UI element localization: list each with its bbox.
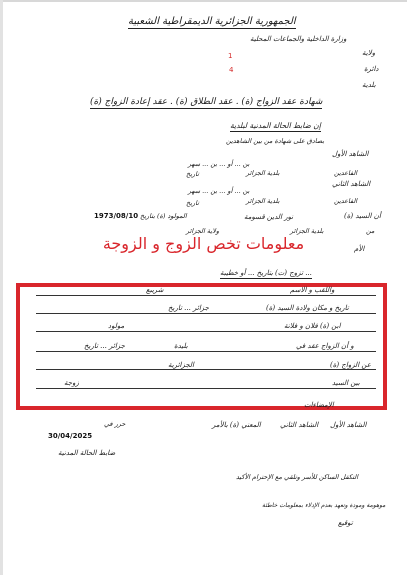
married-line: تزوج (ت) بتاريخ ... أو خطيبة ... bbox=[220, 269, 312, 277]
witness2-place: بلدية الجزائر bbox=[246, 197, 280, 205]
signature-witness2: الشاهد الثاني bbox=[280, 421, 319, 429]
spouse-birth-date: 1973/08/10 bbox=[94, 212, 139, 220]
witness1-label: الشاهد الأول bbox=[332, 150, 369, 158]
signatures-label: الإمضاءات bbox=[304, 401, 334, 409]
witness2-occupation: الفاعدين bbox=[334, 197, 358, 205]
signature-witness1: الشاهد الأول bbox=[330, 421, 367, 429]
witness1-birth: تاريخ bbox=[186, 170, 199, 178]
frame-top-edge bbox=[0, 0, 407, 2]
box-line-4 bbox=[36, 351, 376, 352]
ministry-label: وزارة الداخلية والجماعات المحلية bbox=[250, 35, 347, 43]
wilaya-label: ولاية bbox=[362, 49, 376, 57]
box-row-4-value: بليدة bbox=[174, 342, 188, 350]
footer-line2: موهومة ومودة وتعهد بعدم الإدلاء بمعلومات خاطئة bbox=[262, 502, 386, 509]
republic-heading: الجمهورية الجزائرية الديمقراطية الشعبية bbox=[128, 16, 296, 27]
box-row-5-value: الجزائرية bbox=[168, 361, 194, 369]
spouse-mother: الأم bbox=[354, 245, 365, 253]
date-label: حرر في bbox=[104, 420, 126, 428]
box-row-5-label: عن الزواج (ة) bbox=[330, 361, 371, 369]
baladia-label: بلدية bbox=[362, 81, 376, 89]
footer-line1: التكفل الساكن للأسر وتلقي مع الإحترام الأكيد bbox=[236, 473, 359, 481]
spouse-state: ولاية الجزائر bbox=[186, 227, 219, 235]
footer-line3: توقيع bbox=[338, 519, 353, 527]
witness2-birth: تاريخ bbox=[186, 199, 199, 207]
daira-label: دائرة bbox=[364, 65, 379, 73]
box-row-1-label: واللقب و الاسم bbox=[290, 286, 335, 294]
box-row-6-value: زوجة bbox=[64, 379, 79, 387]
spouse-birth-label: المولود (ة) بتاريخ bbox=[140, 212, 187, 220]
box-line-1 bbox=[36, 295, 376, 296]
box-line-3 bbox=[36, 331, 376, 332]
box-row-4-label: و أن الزواج عقد في bbox=[296, 342, 354, 350]
spouse-name: نور الدين قسومة bbox=[244, 213, 294, 221]
witness2-son-of: بن ... أو ... بن ... سهر bbox=[188, 187, 250, 195]
wilaya-number: 1 bbox=[228, 52, 233, 60]
daira-number: 4 bbox=[229, 66, 234, 74]
box-row-2-label: تاريخ و مكان ولادة السيد (ة) bbox=[266, 304, 349, 312]
spouse-nationality: من bbox=[366, 227, 375, 235]
witness2-label: الشاهد الثاني bbox=[332, 180, 371, 188]
box-line-2 bbox=[36, 313, 376, 314]
witness1-occupation: الفاعدين bbox=[334, 169, 358, 177]
box-row-4-extra: جزائر ... تاريخ bbox=[84, 342, 125, 350]
box-row-6-label: بين السيد bbox=[332, 379, 360, 387]
box-row-3-value: مولود bbox=[108, 322, 125, 330]
signature-spouse: المعني (ة) بالأمر bbox=[212, 421, 261, 429]
spouse-label: أن السيد (ة) bbox=[344, 212, 381, 220]
box-row-2-value: جزائر ... تاريخ bbox=[168, 304, 209, 312]
frame-left-edge bbox=[0, 0, 3, 575]
box-line-6 bbox=[36, 388, 376, 389]
date-value: 30/04/2025 bbox=[48, 432, 93, 440]
certificate-subtitle: إن ضابط الحالة المدنية لبلدية bbox=[230, 121, 321, 130]
box-line-5 bbox=[36, 369, 376, 370]
certificate-intro: بصادق على شهادة من بين الشاهدين bbox=[226, 137, 325, 145]
box-row-1-value: شريبع bbox=[146, 286, 164, 294]
box-row-3-label: ابن (ة) فلان و فلانة bbox=[284, 322, 341, 330]
spouse-city: بلدية الجزائر bbox=[290, 227, 324, 235]
witness1-son-of: بن ... أو ... بن ... سهر bbox=[188, 160, 250, 168]
witness1-place: بلدية الجزائر bbox=[246, 169, 280, 177]
spouse-info-annotation: معلومات تخص الزوج و الزوجة bbox=[102, 234, 305, 253]
officer-label: ضابط الحالة المدنية bbox=[58, 449, 116, 457]
certificate-title: شهادة عقد الزواج (ة) . عقد الطلاق (ة) . عقد إعادة الزواج (ة) bbox=[90, 97, 323, 107]
